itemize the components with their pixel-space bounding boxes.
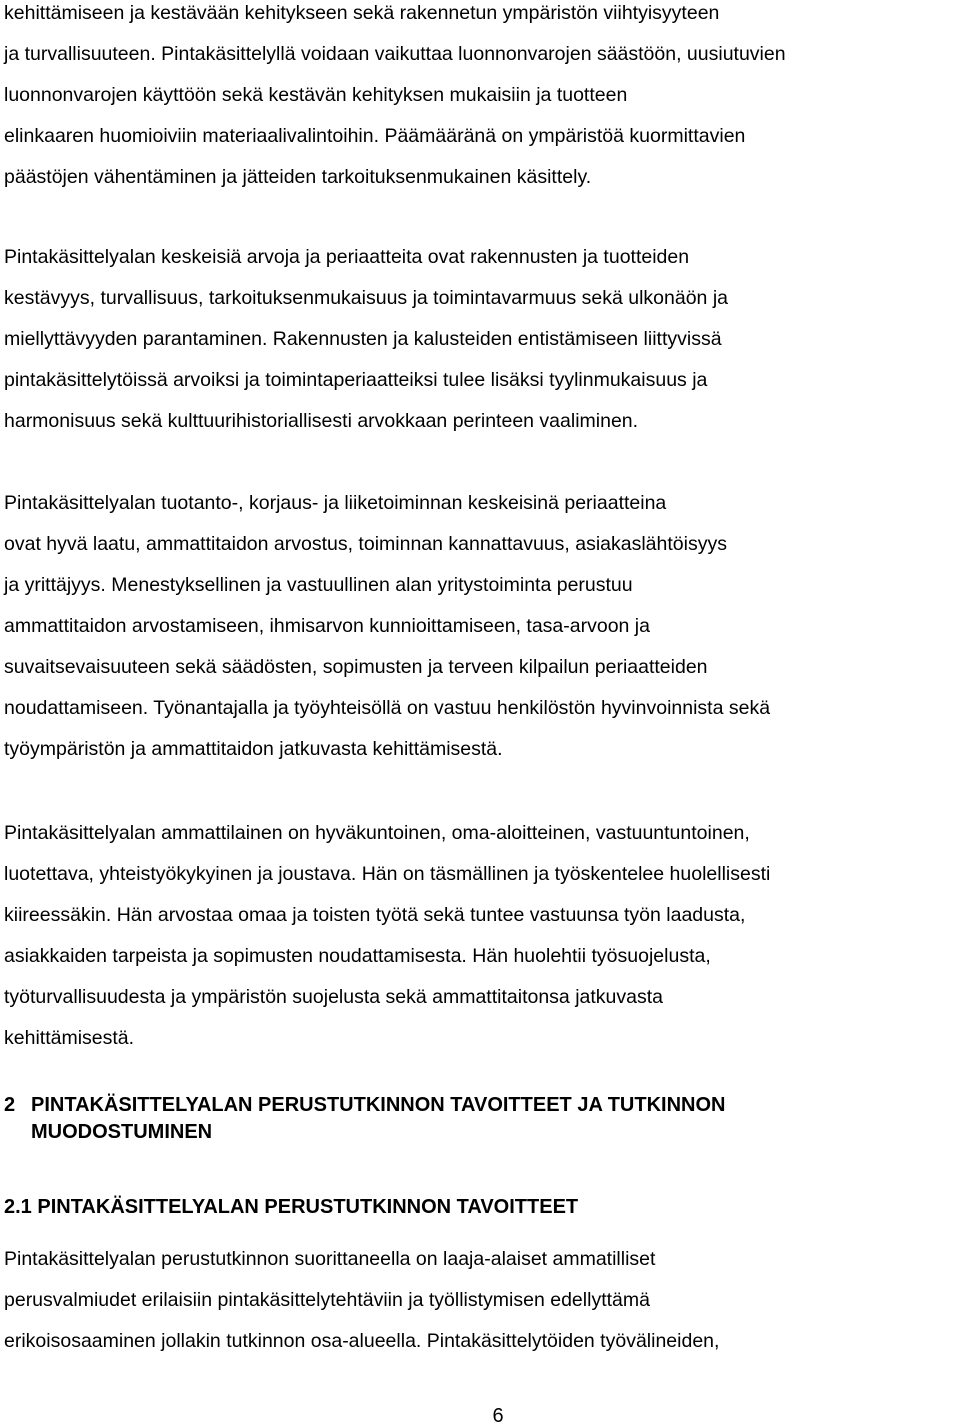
section-heading-2 bbox=[4, 1092, 725, 1146]
text-line: kestävyys, turvallisuus, tarkoituksenmukaisuus ja toimintavarmuus sekä ulkonäön ja bbox=[4, 287, 728, 309]
page-number: 6 bbox=[492, 1405, 504, 1427]
text-line: työturvallisuudesta ja ympäristön suojelusta sekä ammattitaitonsa jatkuvasta bbox=[4, 986, 663, 1008]
paragraph-degree-goals bbox=[4, 1239, 956, 1362]
text-line: harmonisuus sekä kulttuurihistoriallisesti arvokkaan perinteen vaaliminen. bbox=[4, 410, 639, 432]
text-line: luonnonvarojen käyttöön sekä kestävän kehityksen mukaisiin ja tuotteen bbox=[4, 84, 628, 106]
text-line: kehittämisestä. bbox=[4, 1027, 135, 1049]
section-title-line-2: MUODOSTUMINEN bbox=[31, 1121, 213, 1143]
text-line: työympäristön ja ammattitaidon jatkuvasta kehittämisestä. bbox=[4, 738, 503, 760]
text-line: päästöjen vähentäminen ja jätteiden tarkoituksenmukainen käsittely. bbox=[4, 166, 592, 188]
text-line: miellyttävyyden parantaminen. Rakennusten ja kalusteiden entistämiseen liittyvissä bbox=[4, 328, 722, 350]
paragraph-sustainability bbox=[4, 0, 956, 198]
text-line: pintakäsittelytöissä arvoiksi ja toimintaperiaatteiksi tulee lisäksi tyylinmukaisuus ja bbox=[4, 369, 708, 391]
section-heading-2-1 bbox=[4, 1194, 578, 1221]
text-line: erikoisosaaminen jollakin tutkinnon osa-alueella. Pintakäsittelytöiden työvälineiden, bbox=[4, 1330, 720, 1352]
subsection-title: 2.1 PINTAKÄSITTELYALAN PERUSTUTKINNON TAVOITTEET bbox=[4, 1196, 579, 1218]
paragraph-professional bbox=[4, 813, 956, 1059]
text-line: Pintakäsittelyalan ammattilainen on hyväkuntoinen, oma-aloitteinen, vastuuntuntoinen, bbox=[4, 822, 750, 844]
text-line: kiireessäkin. Hän arvostaa omaa ja toisten työtä sekä tuntee vastuunsa työn laadusta, bbox=[4, 904, 746, 926]
text-line: suvaitsevaisuuteen sekä säädösten, sopimusten ja terveen kilpailun periaatteiden bbox=[4, 656, 708, 678]
text-line: kehittämiseen ja kestävään kehitykseen sekä rakennetun ympäristön viihtyisyyteen bbox=[4, 2, 720, 24]
text-line: elinkaaren huomioiviin materiaalivalintoihin. Päämääränä on ympäristöä kuormittavien bbox=[4, 125, 746, 147]
section-number: 2 bbox=[4, 1094, 16, 1116]
text-line: ovat hyvä laatu, ammattitaidon arvostus, toiminnan kannattavuus, asiakaslähtöisyys bbox=[4, 533, 727, 555]
paragraph-values bbox=[4, 237, 956, 442]
text-line: ja yrittäjyys. Menestyksellinen ja vastuullinen alan yritystoiminta perustuu bbox=[4, 574, 633, 596]
text-line: Pintakäsittelyalan perustutkinnon suorittaneella on laaja-alaiset ammatilliset bbox=[4, 1248, 656, 1270]
text-line: luotettava, yhteistyökykyinen ja joustava. Hän on täsmällinen ja työskentelee huolellisesti bbox=[4, 863, 771, 885]
text-line: noudattamiseen. Työnantajalla ja työyhteisöllä on vastuu henkilöstön hyvinvoinnista sekä bbox=[4, 697, 771, 719]
text-line: Pintakäsittelyalan keskeisiä arvoja ja periaatteita ovat rakennusten ja tuotteiden bbox=[4, 246, 690, 268]
text-line: asiakkaiden tarpeista ja sopimusten noudattamisesta. Hän huolehtii työsuojelusta, bbox=[4, 945, 711, 967]
text-line: ammattitaidon arvostamiseen, ihmisarvon kunnioittamiseen, tasa-arvoon ja bbox=[4, 615, 650, 637]
paragraph-business-principles bbox=[4, 483, 956, 770]
text-line: ja turvallisuuteen. Pintakäsittelyllä voidaan vaikuttaa luonnonvarojen säästöön, uusiutuvien bbox=[4, 43, 786, 65]
section-title-line-1: PINTAKÄSITTELYALAN PERUSTUTKINNON TAVOITTEET JA TUTKINNON bbox=[31, 1094, 726, 1116]
text-line: Pintakäsittelyalan tuotanto-, korjaus- ja liiketoiminnan keskeisinä periaatteina bbox=[4, 492, 667, 514]
text-line: perusvalmiudet erilaisiin pintakäsittelytehtäviin ja työllistymisen edellyttämä bbox=[4, 1289, 650, 1311]
